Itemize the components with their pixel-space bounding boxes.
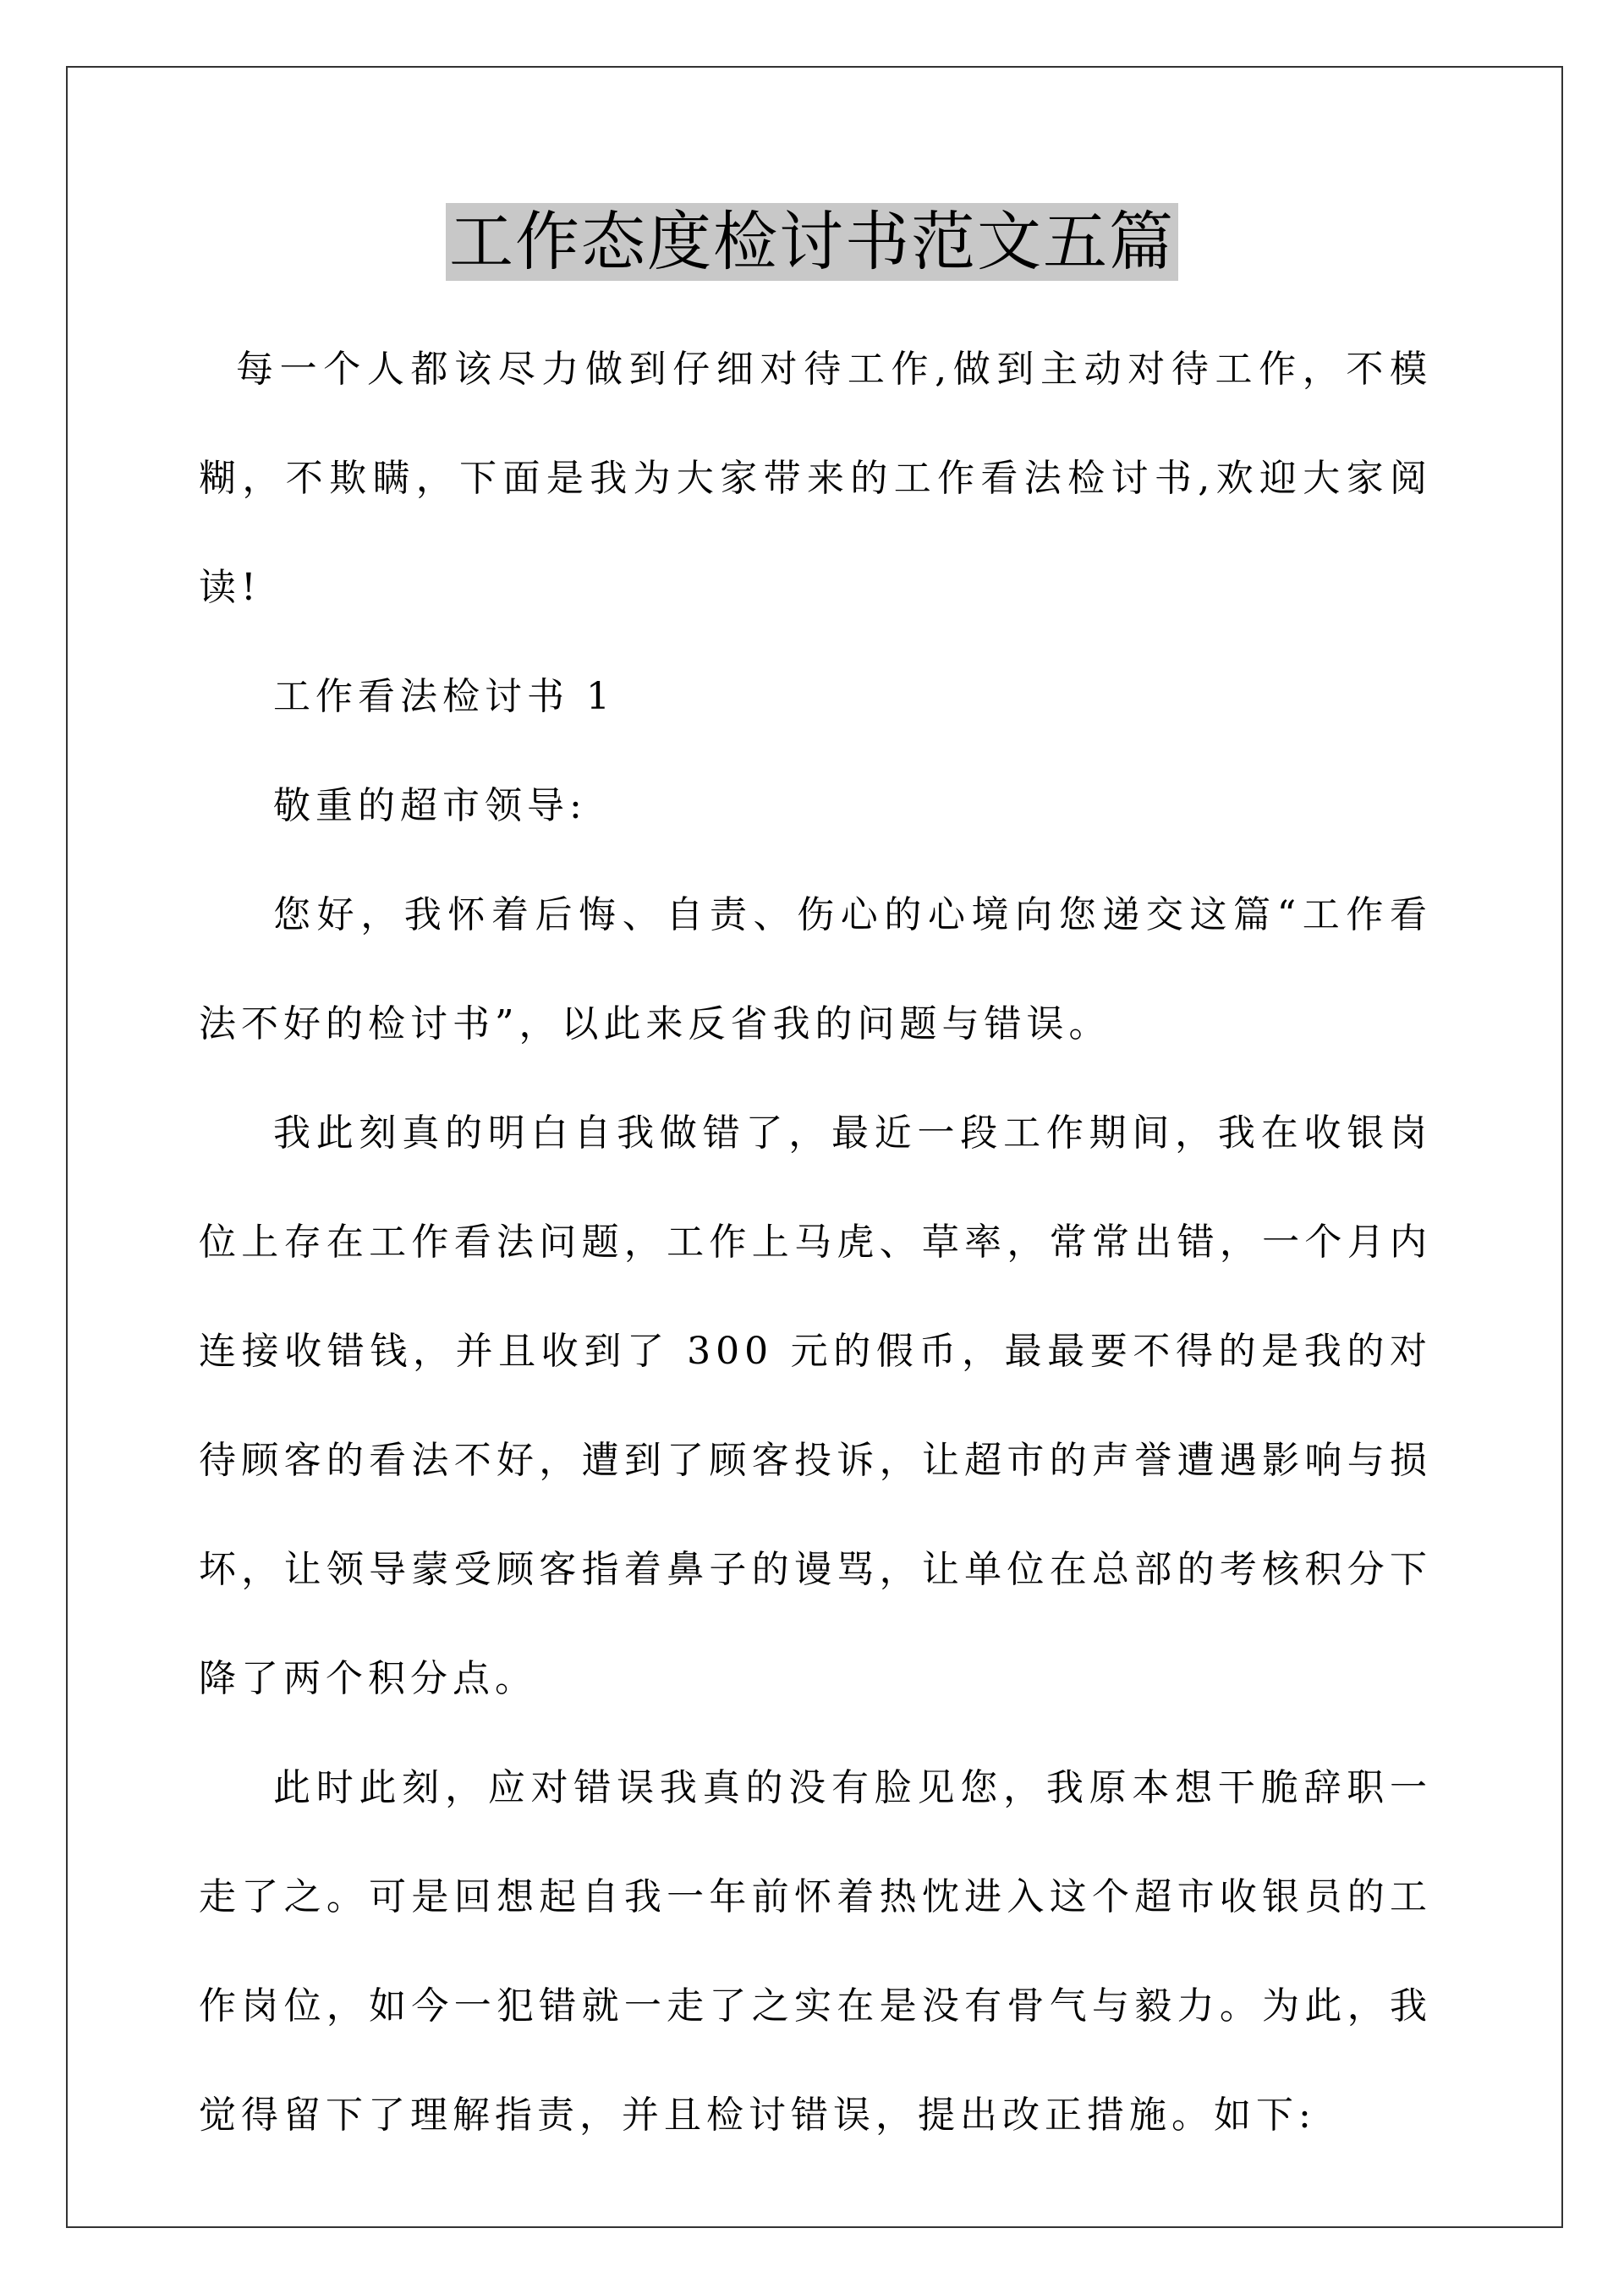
document-body (199, 315, 1432, 2170)
section-heading: 工作看法检讨书 1 (273, 675, 615, 718)
salutation: 敬重的超市领导: (273, 784, 587, 827)
body-paragraph: 您好，我怀着后悔、自责、伤心的心境向您递交这篇“工作看法不好的检讨书”，以此来反省我的问题与错误。 (199, 893, 1432, 1045)
body-paragraph: 此时此刻，应对错误我真的没有脸见您，我原本想干脆辞职一走了之。可是回想起自我一年前怀着热忱进入这个超市收银员的工作岗位，如今一犯错就一走了之实在是没有骨气与毅力。为此，我觉得留下了理解指责，并且检讨错误，提出改正措施。如下: (199, 1766, 1432, 2137)
body-paragraph: 我此刻真的明白自我做错了，最近一段工作期间，我在收银岗位上存在工作看法问题，工作上马虎、草率，常常出错，一个月内连接收错钱，并且收到了 300 元的假币，最最要不得的是我的对待顾客的看法不好，遭到了顾客投诉，让超市的声誉遭遇影响与损坏，让领导蒙受顾客指着鼻子的谩骂，让单位在总部的考核积分下降了两个积分点。 (199, 1111, 1432, 1700)
document-title: 工作态度检讨书范文五篇 (446, 203, 1178, 281)
title-container (0, 203, 1624, 281)
intro-paragraph: 每一个人都该尽力做到仔细对待工作,做到主动对待工作，不模糊，不欺瞒，下面是我为大家带来的工作看法检讨书,欢迎大家阅读! (199, 348, 1432, 609)
